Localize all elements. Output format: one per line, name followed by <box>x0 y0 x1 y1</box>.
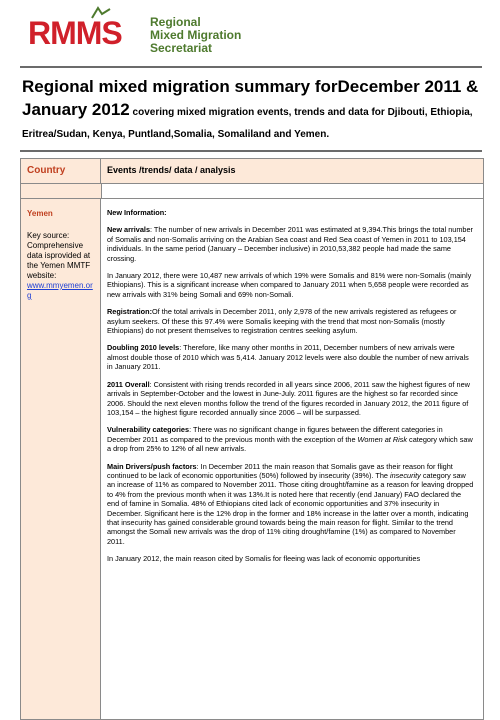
title-line <box>22 98 482 125</box>
logo-subtitle-line: Regional <box>150 15 201 29</box>
table-header <box>21 159 483 184</box>
analysis-paragraph <box>107 307 475 335</box>
table-spacer-row <box>21 184 483 199</box>
header-divider <box>20 66 482 68</box>
analysis-paragraph <box>107 208 475 217</box>
analysis-paragraph <box>107 343 475 371</box>
paragraph-lead: Doubling 2010 levels <box>107 343 180 353</box>
events-cell <box>101 199 483 719</box>
analysis-paragraph <box>107 554 475 563</box>
paragraph-text: : There was no significant change in figures between the different categories in December 2011 as compared to the previous month with the exception of the <box>107 425 443 444</box>
mmyemen-link[interactable]: www.mmyemen.org <box>27 281 93 300</box>
key-source: Key source: Comprehensive data isprovided at the Yemen MMTF website: <box>27 231 91 280</box>
paragraph-text: : In December 2011 the main reason that Somalis gave as their reason for flight continued to be lack of economic opportunities (50%) followed by insecurity (39%). The <box>107 461 453 480</box>
paragraph-lead: Vulnerability categories <box>107 425 190 435</box>
title-line: Eritrea/Sudan, Kenya, Puntland,Somalia, Somaliland and Yemen. <box>22 129 330 140</box>
summary-table <box>20 158 484 720</box>
paragraph-italic: Women at Risk <box>357 434 408 444</box>
analysis-paragraph <box>107 462 475 547</box>
paragraph-text: : The number of new arrivals in December 2011 was estimated at 9,394.This brings the total number of Somalis and non-Somalis arriving on the Arabian Sea coast and Red Sea coast of Yemen in 2011 to 103,154 individuals. In the same period (January – December inclusive) in 2010,53,382 people had made the same crossing. <box>107 225 473 263</box>
paragraph-text: : Consistent with rising trends recorded in all years since 2006, 2011 saw the highest figures of new arrivals in September-October and the lowest in June-July. 2011 figures are the highest so far recorded since 2006. Should the next eleven months follow the trend of the figures recorded in January 2012, the 2011 figure of 103,154 – the highest figure recorded annually since 2006 – will be surpassed. <box>107 379 470 417</box>
rmms-logo <box>28 10 288 56</box>
title-coverage: covering mixed migration events, trends and data for Djibouti, Ethiopia, <box>129 107 473 118</box>
logo-mark: RMMS <box>28 15 122 51</box>
paragraph-lead: Main Drivers/push factors <box>107 461 197 471</box>
logo-subtitle-line: Mixed Migration <box>150 28 242 42</box>
analysis-paragraph <box>107 425 475 453</box>
paragraph-text: In January 2012, there were 10,487 new arrivals of which 19% were Somalis and 81% were non-Somalis (mainly Ethiopians). This is a significant increase when compared to January 2011 when 5,658 people were recorded as new arrivals with 31% being Somali and 69% non-Somali. <box>107 271 472 299</box>
country-cell <box>21 199 101 719</box>
logo-subtitle <box>150 16 241 55</box>
title-month: January 2012 <box>22 100 130 119</box>
title-line: Regional mixed migration summary forDecember 2011 & <box>22 77 479 96</box>
header-country: Country <box>21 159 101 183</box>
paragraph-lead: Registration: <box>107 307 152 317</box>
country-name: Yemen <box>27 209 53 218</box>
paragraph-text: category saw an increase of 11% as compared to November 2011. Those citing drought/famine as a reason for leaving dropped to 4% from the previous month when it was 13%.It is noted here that recently (end January) FAO declared the end of famine in Somalia. 48% of Ethiopians cited lack of economic opportunities and 37% insecurity in December. Significant here is the 12% drop in the former and 18% increase in the latter over a month, indicating that insecurity has gained considerable ground towards being the main reason for flight. Similar to the trend amongst the Somali new arrivals was the drop of 11% citing drought/famine (1%) as compared to November 2011. <box>107 470 474 546</box>
analysis-paragraph <box>107 380 475 418</box>
paragraph-text: : Therefore, like many other months in 2011, December numbers of new arrivals were almost double those of 2010 which was 5,414. January 2012 levels were also double the number of new arrivals in January 2011. <box>107 343 469 372</box>
spacer-cell <box>21 184 102 198</box>
logo-flag-icon <box>90 6 112 20</box>
document-title <box>22 76 482 145</box>
analysis-paragraph <box>107 225 475 263</box>
paragraph-text: In January 2012, the main reason cited by Somalis for fleeing was lack of economic opportunities <box>107 554 421 564</box>
paragraph-text: Of the total arrivals in December 2011, only 2,978 of the new arrivals registered as refugees or asylum seekers. Of these this 97.4% were Somalis keeping with the trend that most non-Somalis (mostly Ethiopians) do not present themselves to registration centres seeking asylum. <box>107 307 457 336</box>
table-row <box>21 199 483 719</box>
paragraph-lead: 2011 Overall <box>107 379 150 389</box>
paragraph-text: category which saw a drop from 25% to 12% of all new arrivals. <box>107 434 473 454</box>
header-events: Events /trends/ data / analysis <box>107 165 236 175</box>
paragraph-lead: New Information: <box>107 208 167 217</box>
logo-subtitle-line: Secretariat <box>150 41 213 55</box>
paragraph-italic: insecurity <box>389 470 421 480</box>
title-divider <box>20 150 482 152</box>
analysis-paragraph <box>107 271 475 299</box>
paragraph-lead: New arrivals <box>107 225 150 235</box>
